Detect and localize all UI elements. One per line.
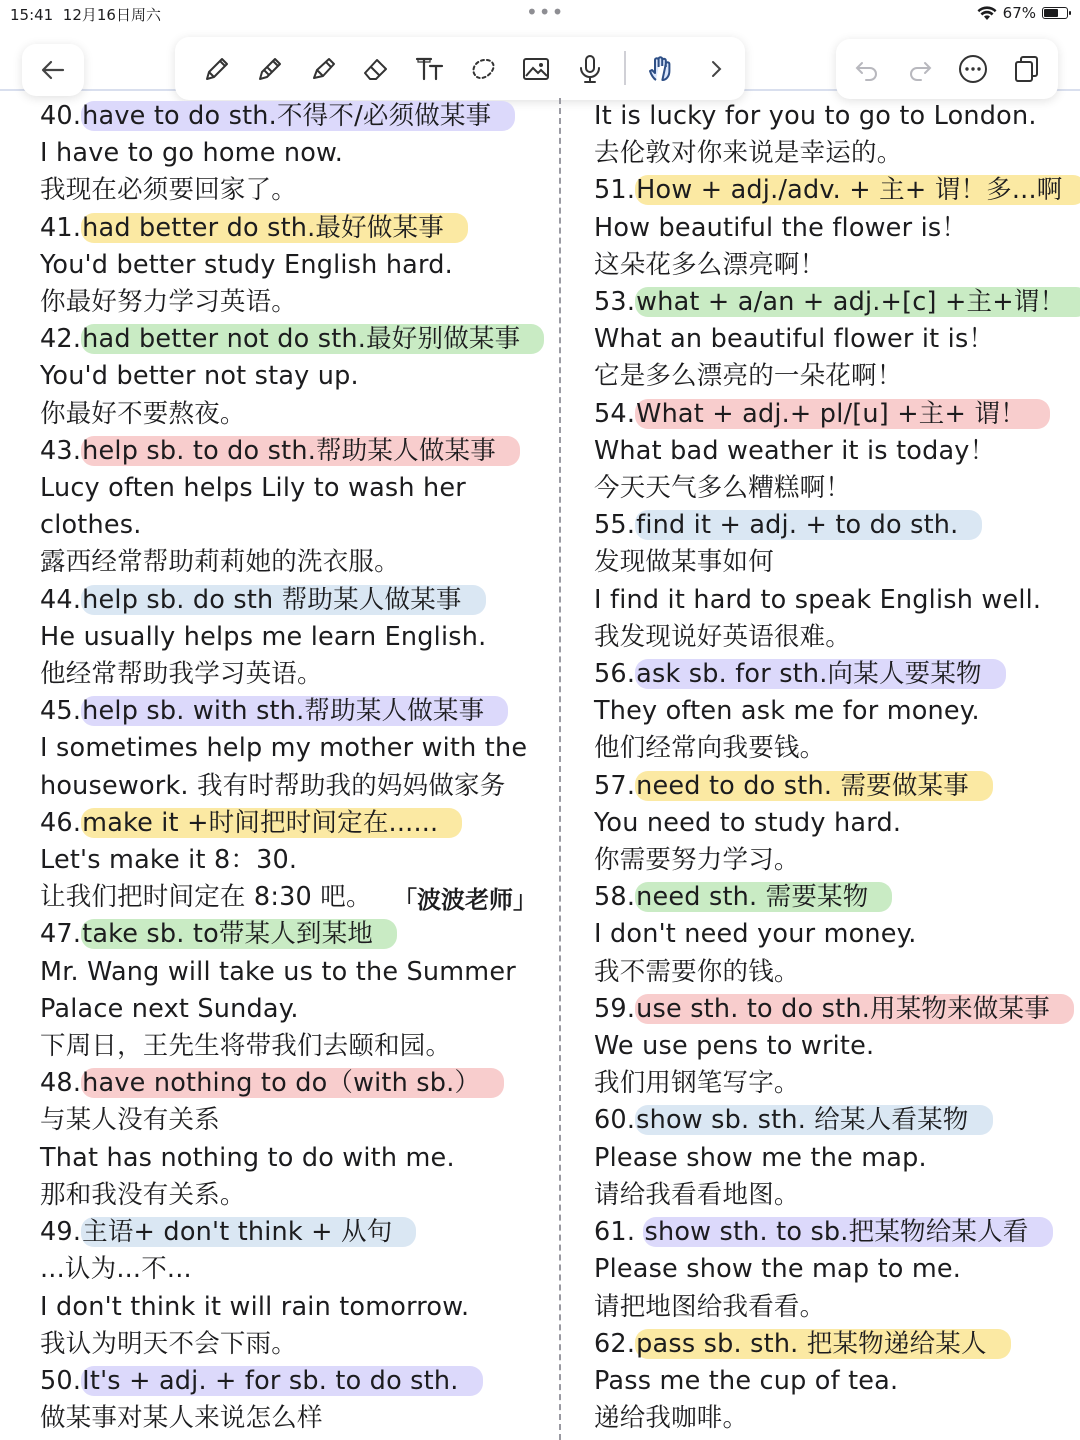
note-line: 下周日，王先生将带我们去颐和园。 [40,1031,452,1062]
note-line: 发现做某事如何 [594,547,774,578]
phrase-heading [40,1065,555,1102]
phrase-heading [40,805,555,842]
note-line: He usually helps me learn English. [40,621,487,652]
image-icon[interactable] [516,49,556,89]
phrase-number: 41. [40,212,82,243]
highlighted-phrase: had better not do sth.最好别做某事 [81,324,544,354]
note-line: 我发现说好英语很难。 [594,621,852,652]
note-line: How beautiful the flower is！ [594,212,968,243]
note-line: 让我们把时间定在 8:30 吧。 [40,882,372,913]
phrase-heading [40,98,555,135]
phrase-number: 62. [594,1328,636,1359]
note-line: We use pens to write. [594,1031,875,1062]
microphone-icon[interactable] [570,49,610,89]
note-line: You'd better not stay up. [40,361,359,392]
phrase-heading [40,916,555,953]
pencil-icon[interactable] [250,49,290,89]
note-line: 露西经常帮助莉莉她的洗衣服。 [40,547,400,578]
highlighted-phrase: take sb. to带某人到某地 [81,919,397,949]
phrase-number: 58. [594,882,636,913]
phrase-number: 49. [40,1217,82,1248]
note-line: Pass me the cup of tea. [594,1365,899,1396]
highlighted-phrase: 主语+ don't think + 从句 [81,1217,416,1247]
highlighted-phrase: find it + adj. + to do sth. [635,510,982,540]
note-line: They often ask me for money. [594,696,980,727]
note-line: 你需要努力学习。 [594,845,800,876]
note-line: Please show the map to me. [594,1254,962,1285]
note-line: 我们用钢笔写字。 [594,1068,800,1099]
highlighted-phrase: What + adj.+ pl/[u] +主+ 谓！ [635,399,1050,429]
note-line: 你最好努力学习英语。 [40,287,298,318]
multitask-dots-icon[interactable]: ••• [526,0,565,24]
notes-right-column [594,98,1064,1437]
note-line: clothes. [40,510,142,541]
note-line: I sometimes help my mother with the [40,733,528,764]
highlighted-phrase: need to do sth. 需要做某事 [635,771,993,801]
note-line: I don't think it will rain tomorrow. [40,1291,470,1322]
phrase-number: 48. [40,1068,82,1099]
redo-icon[interactable] [900,49,940,89]
highlighted-phrase: help sb. to do sth.帮助某人做某事 [81,436,520,466]
note-line: Lucy often helps Lily to wash her [40,473,466,504]
note-line: housework. 我有时帮助我的妈妈做家务 [40,770,506,801]
phrase-heading [40,1363,555,1400]
toolbar-separator [624,51,626,85]
lasso-icon[interactable] [463,49,503,89]
phrase-number: 45. [40,696,82,727]
note-line: 我认为明天不会下雨。 [40,1328,298,1359]
note-line: 请把地图给我看看。 [594,1291,826,1322]
phrase-heading [40,433,555,470]
highlighted-phrase: make it +时间把时间定在...... [81,808,462,838]
phrase-number: 50. [40,1365,82,1396]
highlighted-phrase: have to do sth.不得不/必须做某事 [81,101,515,131]
phrase-heading [40,210,555,247]
phrase-number: 47. [40,919,82,950]
highlighted-phrase: ask sb. for sth.向某人要某物 [635,659,1006,689]
note-line: I find it hard to speak English well. [594,584,1042,615]
phrase-number: 61. [594,1217,644,1248]
phrase-number: 56. [594,659,636,690]
phrase-heading [594,1326,1064,1363]
phrase-heading [594,172,1064,209]
back-button[interactable] [22,44,84,96]
status-bar [0,0,1080,28]
note-line: What bad weather it is today！ [594,435,996,466]
note-line: I have to go home now. [40,138,344,169]
phrase-number: 57. [594,770,636,801]
note-line: Mr. Wang will take us to the Summer [40,956,516,987]
note-line: Let's make it 8：30. [40,845,298,876]
pages-icon[interactable] [1006,49,1046,89]
highlighted-phrase: pass sb. sth. 把某物递给某人 [635,1329,1011,1359]
highlighted-phrase: use sth. to do sth.用某物来做某事 [635,994,1074,1024]
phrase-heading [594,991,1064,1028]
phrase-number: 46. [40,807,82,838]
arrow-left-icon[interactable] [33,50,73,90]
note-line: 他经常帮助我学习英语。 [40,659,323,690]
highlighted-phrase: show sb. sth. 给某人看某物 [635,1105,992,1135]
highlighted-phrase: what + a/an + adj.+[c] +主+谓！ [635,287,1080,317]
phrase-heading [594,284,1064,321]
notes-left-column [40,98,555,1437]
note-line: It is lucky for you to go to London. [594,101,1037,131]
marker-icon[interactable] [303,49,343,89]
note-line: 那和我没有关系。 [40,1179,246,1210]
note-line: I don't need your money. [594,919,917,950]
eraser-icon[interactable] [356,49,396,89]
note-line: What an beautiful flower it is！ [594,324,995,355]
note-line: 它是多么漂亮的一朵花啊！ [594,361,903,392]
highlighted-phrase: had better do sth.最好做某事 [81,213,468,243]
status-date: 12月16日周六 [62,6,161,24]
note-line: 我现在必须要回家了。 [40,175,298,206]
phrase-heading [594,768,1064,805]
note-line: 今天天气多么糟糕啊！ [594,473,852,504]
page-actions [836,39,1058,99]
highlighted-phrase: help sb. do sth 帮助某人做某事 [81,585,485,615]
note-line: You'd better study English hard. [40,249,453,280]
note-line: 他们经常向我要钱。 [594,733,826,764]
touch-hand-icon[interactable] [640,49,680,89]
note-line: 我不需要你的钱。 [594,956,800,987]
undo-icon[interactable] [847,49,887,89]
battery-icon [1042,7,1068,19]
drawing-toolbar [175,37,745,100]
phrase-heading [594,1102,1064,1139]
phrase-heading [594,879,1064,916]
battery-fill [1044,9,1058,17]
note-line: Please show me the map. [594,1142,927,1173]
battery-percent: 67% [1002,4,1036,22]
note-line: 这朵花多么漂亮啊！ [594,249,826,280]
phrase-number: 42. [40,324,82,355]
highlighted-phrase: show sth. to sb.把某物给某人看 [643,1217,1052,1247]
note-line: 去伦敦对你来说是幸运的。 [594,138,903,169]
note-line: 做某事对某人来说怎么样 [40,1403,323,1434]
phrase-number: 53. [594,287,636,318]
phrase-heading [594,396,1064,433]
note-line: 请给我看看地图。 [594,1179,800,1210]
watermark-label: 「波波老师」 [393,886,537,914]
phrase-heading [40,693,555,730]
chevron-right-icon[interactable] [696,49,736,89]
column-divider [559,98,561,1440]
pen-icon[interactable] [197,49,237,89]
highlighted-phrase: need sth. 需要某物 [635,882,892,912]
highlighted-phrase: have nothing to do（with sb.） [81,1068,504,1098]
phrase-number: 60. [594,1105,636,1136]
phrase-heading [594,656,1064,693]
phrase-heading [594,1214,1064,1251]
phrase-number: 44. [40,584,82,615]
more-icon[interactable] [953,49,993,89]
highlighted-phrase: It's + adj. + for sb. to do sth. [81,1366,482,1396]
phrase-number: 59. [594,993,636,1024]
note-line: 你最好不要熬夜。 [40,398,246,429]
phrase-number: 55. [594,510,636,541]
phrase-heading [40,321,555,358]
phrase-number: 54. [594,398,636,429]
phrase-heading [40,1214,555,1251]
phrase-number: 51. [594,175,636,206]
note-line: That has nothing to do with me. [40,1142,455,1173]
note-line: 与某人没有关系 [40,1105,220,1136]
text-icon[interactable] [410,49,450,89]
note-line: 递给我咖啡。 [594,1403,749,1434]
highlighted-phrase: help sb. with sth.帮助某人做某事 [81,696,508,726]
phrase-heading [594,507,1064,544]
wifi-icon [977,6,997,21]
highlighted-phrase: How + adj./adv. + 主+ 谓！多...啊 [635,175,1080,205]
status-time: 15:41 12月16日周六 [10,6,161,24]
note-line: ...认为...不... [40,1254,192,1285]
phrase-heading [40,582,555,619]
phrase-number: 40. [40,101,82,131]
phrase-number: 43. [40,435,82,466]
note-line: You need to study hard. [594,807,902,838]
note-line: Palace next Sunday. [40,993,299,1024]
